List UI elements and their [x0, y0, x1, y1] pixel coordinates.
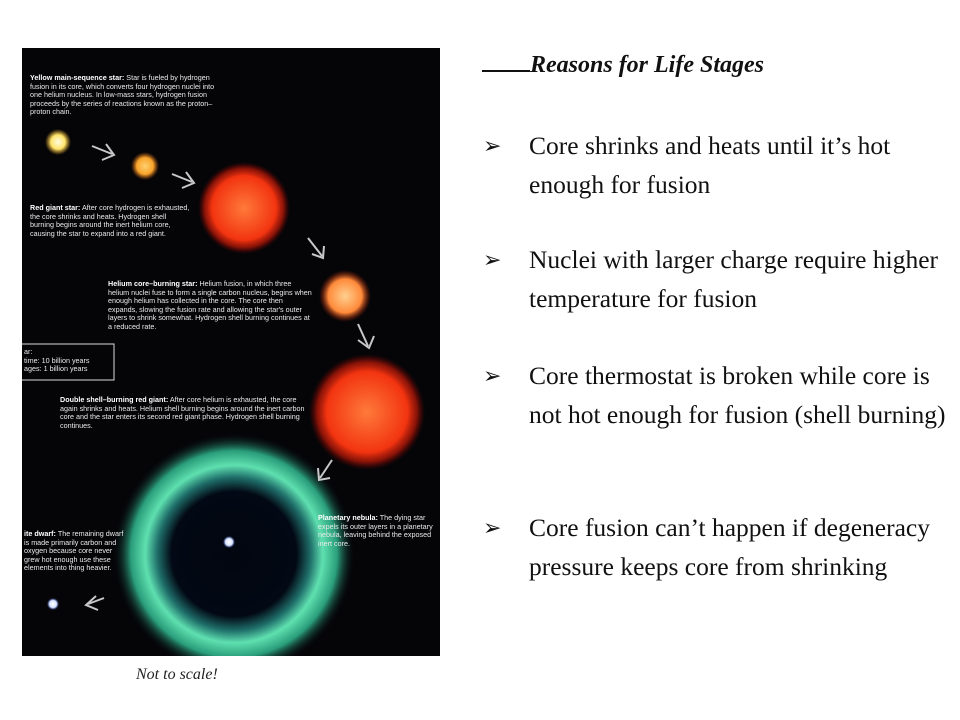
white-dwarf-star [47, 598, 59, 610]
helium-core-burning-star [319, 270, 371, 322]
box-line-1: ar: [24, 347, 33, 356]
nebula-core-star [223, 536, 235, 548]
label-helium-core-burning: Helium core–burning star: Helium fusion, in which three helium nuclei fuse to form a single carbon nucleus, begins when enough helium has collected in the core. The core then expands, slowing the fusion rate and allowing the star's outer layers to shrink somewhat. Hydrogen shell burning continues at a reduced rate. [108, 279, 312, 331]
label-planetary-nebula: Planetary nebula: The dying star expels its outer layers in a planetary nebula, leaving behind the exposed inert core. [318, 513, 433, 548]
red-giant-star [198, 162, 290, 254]
yellow-main-sequence-star [45, 129, 71, 155]
box-line-3: ages: 1 billion years [24, 364, 88, 374]
label-yellow-main-sequence: Yellow main-sequence star: Star is fueled by hydrogen fusion in its core, which converts four hydrogen nuclei into one helium nucleus. In low-mass stars, hydrogen fusion proceeds by the series of reactions known as the proton–proton chain. [30, 73, 215, 117]
arrow-bullet-icon: ➢ [483, 515, 502, 540]
stellar-evolution-figure [22, 48, 440, 656]
bullet-text: Core fusion can’t happen if degeneracy pressure keeps core from shrinking [529, 513, 930, 581]
box-line-2: time: 10 billion years [24, 355, 90, 365]
bullet-text: Nuclei with larger charge require higher temperature for fusion [529, 245, 939, 313]
label-double-shell-red-giant: Double shell–burning red giant: After core helium is exhausted, the core again shrinks and heats. Helium shell burning begins around the inert carbon core and the star enters its second red giant phase. Hydrogen shell burning continues. [60, 395, 305, 430]
arrow-bullet-icon: ➢ [483, 133, 502, 158]
double-shell-red-giant-star [309, 354, 425, 470]
title-blank-line [482, 50, 530, 72]
arrow-bullet-icon: ➢ [483, 363, 502, 388]
bullet-text: Core thermostat is broken while core is not hot enough for fusion (shell burning) [529, 361, 946, 429]
subgiant-star [131, 152, 159, 180]
label-white-dwarf: ite dwarf: The remaining dwarf is made primarily carbon and oxygen because core never grew hot enough use these elements into thing heavier. [24, 529, 124, 573]
figure-caption: Not to scale! [136, 666, 218, 683]
arrow-bullet-icon: ➢ [483, 247, 502, 272]
slide-title [482, 50, 764, 79]
label-lifetime-box [24, 348, 114, 374]
slide-title-text: Reasons for Life Stages [530, 52, 764, 78]
bullet-text: Core shrinks and heats until it’s hot enough for fusion [529, 131, 891, 199]
label-red-giant: Red giant star: After core hydrogen is exhausted, the core shrinks and heats. Hydrogen shell burning begins around the inert helium core, causing the star to expand into a red giant. [30, 203, 190, 238]
